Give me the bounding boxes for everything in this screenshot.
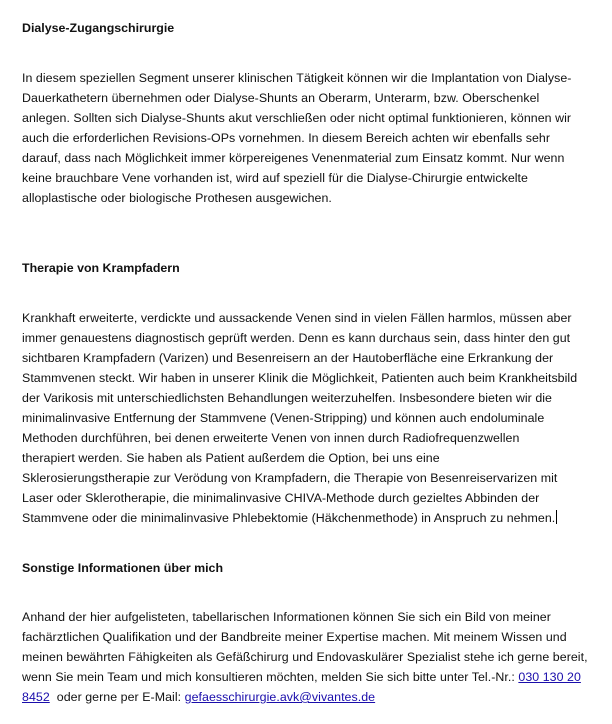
- paragraph-line: anlegen. Sollten sich Dialyse-Shunts akut verschließen oder nicht optimal funktionieren, können wir: [22, 111, 572, 125]
- section-heading-dialyse: Dialyse-Zugangschirurgie: [22, 21, 175, 35]
- paragraph-line: darauf, dass nach Möglichkeit immer körpereigenes Venenmaterial zum Einsatz kommt. Nur wenn: [22, 151, 565, 165]
- email-link[interactable]: gefaesschirurgie.avk@vivantes.de: [184, 690, 376, 704]
- paragraph-line: Stammvenen steckt. Wir haben in unserer Klinik die Möglichkeit, Patienten auch beim Krankheitsbild: [22, 371, 578, 385]
- paragraph-line: Methoden durchführen, bei denen erweiterte Venen von innen durch Radiofrequenzwellen: [22, 431, 520, 445]
- email-intro: oder gerne per E-Mail:: [49, 690, 185, 704]
- paragraph-line: sichtbaren Krampfadern (Varizen) und Besenreisern an der Hautoberfläche eine Erkrankung der: [22, 351, 554, 365]
- phone-link-continued[interactable]: 8452: [22, 690, 50, 704]
- paragraph-line-contact: [22, 667, 594, 687]
- phone-link[interactable]: 030 130 20: [518, 670, 581, 684]
- section-paragraph-dialyse: [22, 68, 594, 208]
- paragraph-line: alloplastische oder biologische Prothesen ausgewichen.: [22, 191, 332, 205]
- paragraph-line: In diesem speziellen Segment unserer klinischen Tätigkeit können wir die Implantation von Dialyse-: [22, 71, 572, 85]
- paragraph-line: fachärztlichen Qualifikation und der Bandbreite meiner Expertise machen. Mit meinem Wissen und: [22, 630, 567, 644]
- paragraph-line: therapiert werden. Sie haben als Patient außerdem die Option, bei uns eine: [22, 451, 440, 465]
- section-paragraph-krampfadern: [22, 308, 594, 528]
- section-heading-krampfadern: Therapie von Krampfadern: [22, 261, 180, 275]
- paragraph-line-last[interactable]: [22, 508, 594, 528]
- paragraph-line: Anhand der hier aufgelisteten, tabellarischen Informationen können Sie sich ein Bild von meiner: [22, 610, 551, 624]
- section-heading-sonstige: Sonstige Informationen über mich: [22, 561, 224, 575]
- paragraph-line: Dauerkathetern übernehmen oder Dialyse-Shunts an Oberarm, Unterarm, bzw. Oberschenkel: [22, 91, 540, 105]
- paragraph-line: immer genauestens diagnostisch geprüft werden. Denn es kann durchaus sein, dass hinter den gut: [22, 331, 571, 345]
- paragraph-line: minimalinvasive Entfernung der Stammvene (Venen-Stripping) und können auch endoluminale: [22, 411, 545, 425]
- paragraph-line: Krankhaft erweiterte, verdickte und aussackende Venen sind in vielen Fällen harmlos, müssen aber: [22, 311, 572, 325]
- paragraph-line: auch die erforderlichen Revisions-OPs vornehmen. In diesem Bereich achten wir ebenfalls sehr: [22, 131, 551, 145]
- contact-phone-intro: wenn Sie mein Team und mich konsultieren möchten, melden Sie sich bitte unter Tel.-Nr.:: [22, 670, 519, 684]
- paragraph-line: Sklerosierungstherapie zur Verödung von Krampfadern, die Therapie von Besenreiservarizen mit: [22, 471, 558, 485]
- section-paragraph-sonstige: [22, 607, 594, 707]
- paragraph-line: keine brauchbare Vene vorhanden ist, wird auf speziell für die Dialyse-Chirurgie entwickelte: [22, 171, 528, 185]
- paragraph-line-text: Stammvene oder die minimalinvasive Phlebektomie (Häkchenmethode) in Anspruch zu nehmen.: [22, 511, 556, 525]
- paragraph-line-contact-2: [22, 687, 594, 707]
- paragraph-line: meinen bewährten Fähigkeiten als Gefäßchirurg und Endovaskulärer Spezialist stehe ich gerne bereit,: [22, 650, 588, 664]
- paragraph-line: Laser oder Sklerotherapie, die minimalinvasive CHIVA-Methode durch gezieltes Abbinden der: [22, 491, 540, 505]
- text-cursor: [556, 510, 557, 524]
- paragraph-line: der Varikosis mit unterschiedlichsten Behandlungen weiterzuhelfen. Insbesondere bieten wir die: [22, 391, 552, 405]
